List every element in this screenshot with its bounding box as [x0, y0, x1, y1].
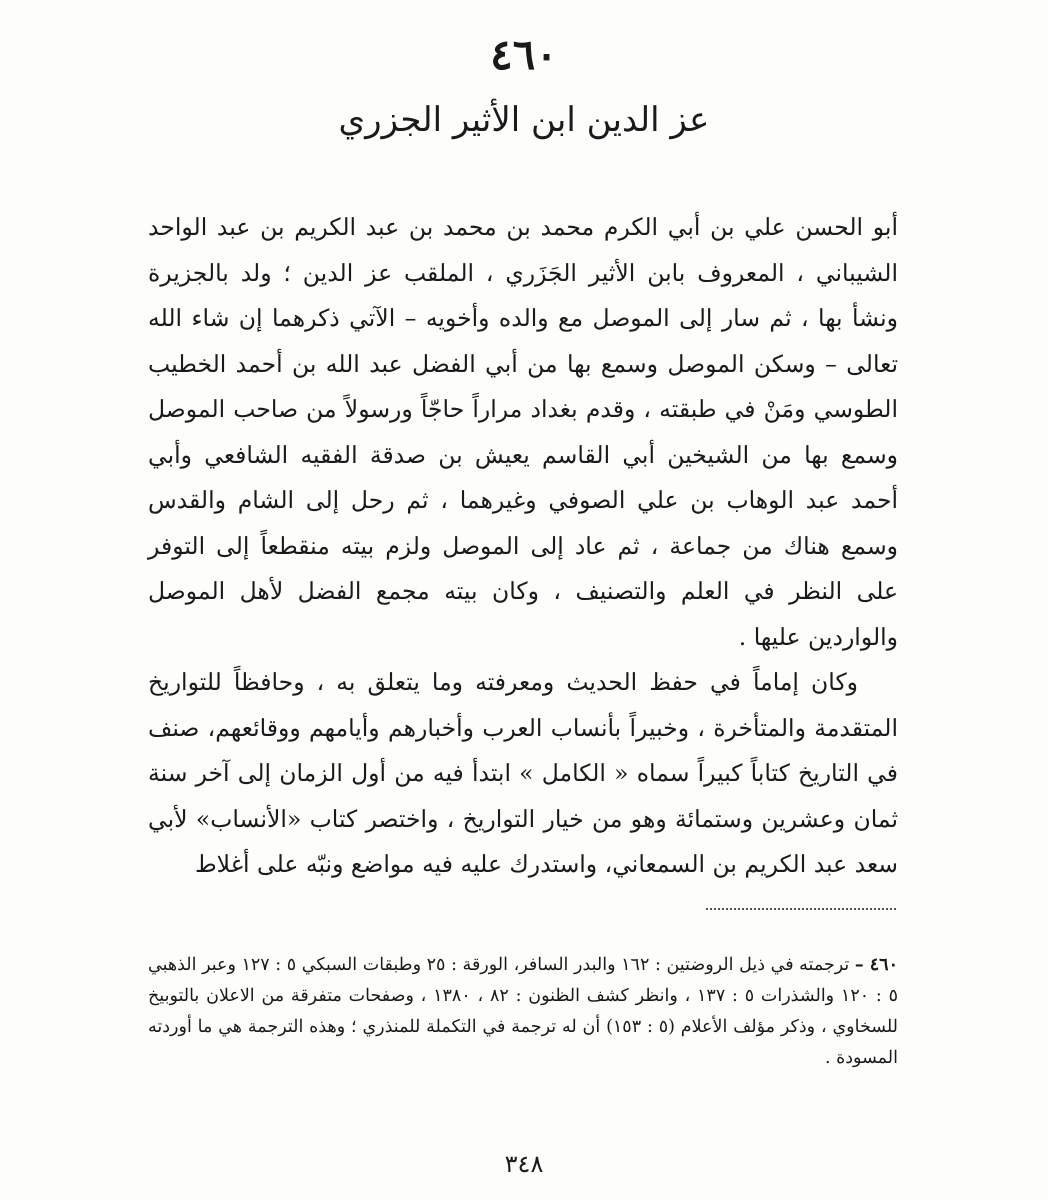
biography-paragraph-1: أبو الحسن علي بن أبي الكرم محمد بن محمد بن عبد الكريم بن عبد الواحد الشيباني ، المعروف بابن الأثير الجَزَري ، الملقب عز الدين ؛ ولد بالجزيرة ونشأ بها ، ثم سار إلى الموصل مع والده وأخويه – الآتي ذكرهما إن شاء الله تعالى – وسكن الموصل وسمع بها من أبي الفضل عبد الله بن أحمد الخطيب الطوسي ومَنْ في طبقته ، وقدم بغداد مراراً حاجّاً ورسولاً من صاحب الموصل وسمع بها من الشيخين أبي القاسم يعيش بن صدقة الفقيه الشافعي وأبي أحمد عبد الوهاب بن علي الصوفي وغيرهما ، ثم رحل إلى الشام والقدس وسمع هناك من جماعة ، ثم عاد إلى الموصل ولزم بيته منقطعاً إلى التوفر على النظر في العلم والتصنيف ، وكان بيته مجمع الفضل لأهل الموصل والواردين عليها .: [148, 213, 898, 651]
entry-number: ٤٦٠: [490, 30, 558, 79]
footnote-number: ٤٦٠ –: [854, 955, 898, 975]
footnote: [148, 950, 898, 1074]
footnote-text: ترجمته في ذيل الروضتين : ١٦٢ والبدر السافر، الورقة : ٢٥ وطبقات السبكي ٥ : ١٢٧ وعبر الذهبي ٥ : ١٢٠ والشذرات ٥ : ١٣٧ ، وانظر كشف الظنون : ٨٢ ، ١٣٨٠ ، وصفحات متفرقة من الاعلان بالتوبيخ للسخاوي ، وذكر مؤلف الأعلام (٥ : ١٥٣) أن له ترجمة في التكملة للمنذري ؛ وهذه الترجمة هي ما أوردته المسودة .: [148, 955, 898, 1068]
page-number: ٣٤٨: [504, 1150, 544, 1178]
entry-title: عز الدين ابن الأثير الجزري: [338, 100, 710, 140]
biography-paragraph-2: وكان إماماً في حفظ الحديث ومعرفته وما يتعلق به ، وحافظاً للتواريخ المتقدمة والمتأخرة ، وخبيراً بأنساب العرب وأخبارهم وأيامهم ووقائعهم، صنف في التاريخ كتاباً كبيراً سماه « الكامل » ابتدأ فيه من أول الزمان إلى آخر سنة ثمان وعشرين وستمائة وهو من خيار التواريخ ، واختصر كتاب «الأنساب» لأبي سعد عبد الكريم بن السمعاني، واستدرك عليه فيه مواضع ونبّه على أغلاط: [148, 668, 898, 878]
footnote-divider: [706, 908, 896, 910]
biography-body: [148, 205, 898, 888]
